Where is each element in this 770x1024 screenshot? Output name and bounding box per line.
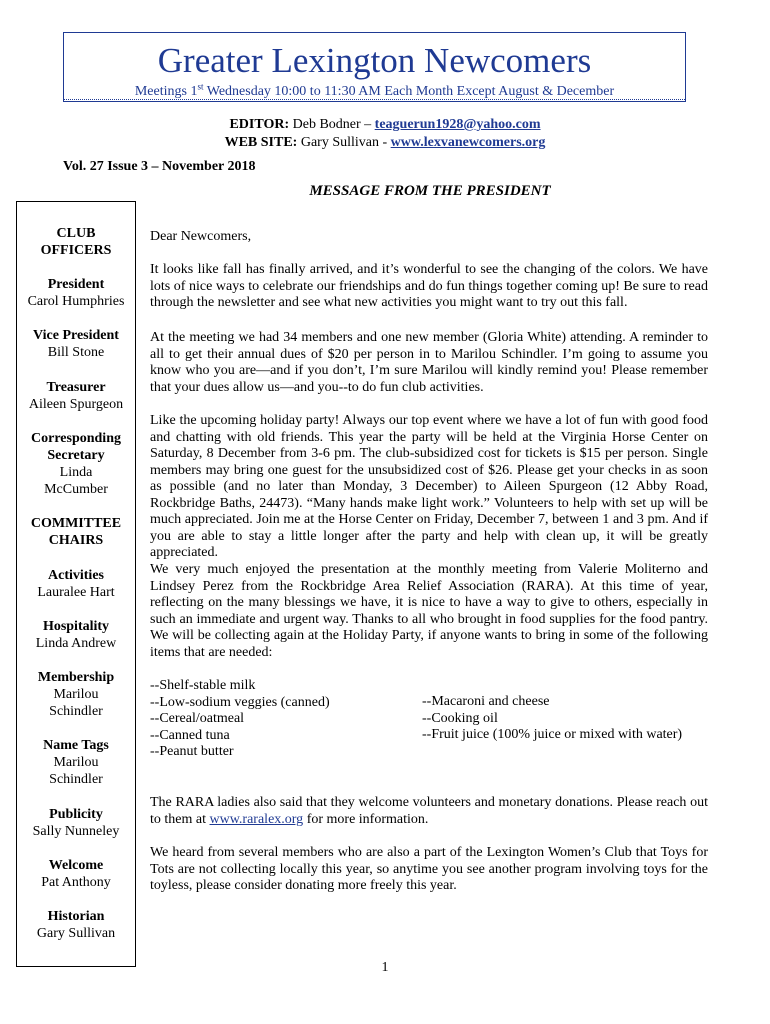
- chair-name: Marilou: [53, 755, 99, 770]
- officer-title: Corresponding: [31, 431, 121, 446]
- chair-title: Welcome: [48, 858, 104, 873]
- website-link[interactable]: www.lexvanewcomers.org: [390, 135, 546, 150]
- donation-list-left: [150, 678, 330, 761]
- officer-name-line2: McCumber: [44, 482, 108, 497]
- letter-paragraph-2: At the meeting we had 34 members and one new member (Gloria White) attending. A reminder to all to get their annual dues of $20 per person in to Marilou Schindler. I’m going to assume you know who you are—and if you don’t, I’m sure Marilou will kindly remind you! Please remember that your dues allow us—and you--to do fun club activities.: [150, 330, 708, 395]
- officers-heading-line1: CLUB: [56, 226, 96, 241]
- committee-heading-line1: COMMITTEE: [30, 516, 122, 531]
- chair-name: Pat Anthony: [41, 875, 111, 890]
- editor-line: [0, 116, 770, 133]
- paragraph-text-rest: for more information.: [303, 811, 429, 827]
- list-item: --Peanut butter: [150, 744, 234, 759]
- website-label: WEB SITE:: [224, 135, 298, 150]
- chair-name-line2: Schindler: [49, 704, 103, 719]
- chair-title: Publicity: [49, 807, 103, 822]
- officer-name: Bill Stone: [47, 345, 105, 360]
- editor-name: Deb Bodner –: [289, 117, 375, 132]
- chair-title: Activities: [48, 568, 104, 583]
- letter-paragraph-4: We very much enjoyed the presentation at the monthly meeting from Valerie Moliterno and Lindsey Perez from the Rockbridge Area Relief Association (RARA). At this time of year, reflecting on the many blessings we have, it is nice to have a way to give to others, especially in such an immediate and urgent way. Thanks to all who brought in food supplies for the food pantry. We will be collecting again at the Holiday Party, if anyone wants to bring in some of the following items that are needed:: [150, 562, 708, 660]
- list-item: --Canned tuna: [150, 727, 230, 743]
- officer-vice-president: [17, 327, 135, 361]
- club-officers-heading: [17, 225, 135, 259]
- chair-title: Historian: [47, 909, 105, 924]
- officers-heading-line2: OFFICERS: [40, 243, 112, 258]
- chair-name: Linda Andrew: [35, 636, 117, 651]
- schedule-text: Meetings 1: [134, 84, 198, 99]
- list-item: --Low-sodium veggies (canned): [150, 694, 330, 710]
- schedule-ordinal: st: [197, 81, 204, 92]
- chair-title: Name Tags: [43, 738, 109, 753]
- chair-publicity: [17, 806, 135, 840]
- officer-corresponding-secretary: [17, 430, 135, 498]
- chair-activities: [17, 567, 135, 601]
- officer-name: Carol Humphries: [27, 294, 125, 309]
- meeting-schedule: [64, 81, 685, 100]
- chair-title: Membership: [37, 670, 115, 685]
- officer-title-line2: Secretary: [47, 448, 105, 463]
- message-heading: MESSAGE FROM THE PRESIDENT: [309, 183, 551, 199]
- list-item: --Fruit juice (100% juice or mixed with water): [422, 727, 683, 742]
- chair-title: Hospitality: [42, 619, 110, 634]
- letter-paragraph-5: [150, 795, 708, 828]
- masthead: [63, 32, 686, 102]
- chair-name: Sally Nunneley: [32, 824, 120, 839]
- masthead-divider: [64, 99, 685, 100]
- officer-title: Vice President: [33, 328, 119, 343]
- raralex-link[interactable]: www.raralex.org: [209, 811, 304, 827]
- officer-name: Linda: [59, 465, 93, 480]
- officer-treasurer: [17, 379, 135, 413]
- donation-list-right: [422, 694, 682, 744]
- officer-president: [17, 276, 135, 310]
- website-owner: Gary Sullivan -: [297, 135, 391, 150]
- editor-label: EDITOR:: [229, 117, 290, 132]
- chair-hospitality: [17, 618, 135, 652]
- schedule-text-rest: Wednesday 10:00 to 11:30 AM Each Month Except August & December: [203, 84, 615, 99]
- officer-title: President: [47, 277, 105, 292]
- list-item: --Cooking oil: [422, 710, 498, 726]
- page-number: 1: [381, 960, 389, 975]
- chair-historian: [17, 908, 135, 942]
- list-item: --Cereal/oatmeal: [150, 711, 245, 726]
- committee-chairs-heading: [17, 515, 135, 549]
- officer-title: Treasurer: [46, 380, 106, 395]
- chair-name-line2: Schindler: [49, 772, 103, 787]
- editor-email-link[interactable]: teaguerun1928@yahoo.com: [374, 117, 541, 132]
- chair-membership: [17, 669, 135, 720]
- letter-greeting: Dear Newcomers,: [150, 229, 252, 244]
- letter-paragraph-3: Like the upcoming holiday party! Always our top event where we have a lot of fun with good food and chatting with old friends. This year the party will be held at the Virginia Horse Center on Saturday, 8 December from 3-6 pm. The club-subsidized cost for tickets is $15 per person. Single members may bring one guest for the unsubsidized cost of $26. Please get your checks in as soon as possible (and no later than Monday, 3 December) to Aileen Spurgeon (12 Abby Road, Rockbridge Baths, 24473). “Many hands make light work.” Volunteers to help with set up will be much appreciated. Join me at the Horse Center on Friday, December 7, between 1 and 3 pm. And if you are able to stay a little longer after the party and help with clean up, it will be greatly appreciated.: [150, 413, 708, 560]
- chair-name-tags: [17, 737, 135, 788]
- list-item: --Shelf-stable milk: [150, 678, 256, 693]
- chair-name: Gary Sullivan: [36, 926, 116, 941]
- newsletter-title: Greater Lexington Newcomers: [157, 41, 592, 80]
- committee-heading-line2: CHAIRS: [48, 533, 104, 548]
- chair-name: Lauralee Hart: [37, 585, 115, 600]
- officer-name: Aileen Spurgeon: [28, 397, 124, 412]
- chair-name: Marilou: [53, 687, 99, 702]
- issue-info: Vol. 27 Issue 3 – November 2018: [63, 159, 256, 174]
- chair-welcome: [17, 857, 135, 891]
- officers-sidebar: [16, 201, 136, 967]
- list-item: --Macaroni and cheese: [422, 694, 550, 709]
- paragraph-text: The RARA ladies also said that they welcome volunteers and monetary donations. Please reach out to them at: [150, 795, 708, 827]
- letter-paragraph-1: It looks like fall has finally arrived, and it’s wonderful to see the changing of the colors. We have lots of nice ways to celebrate our friendships and do fun things together coming up! Be sure to read through the newsletter and see what new activities you might want to try out this fall.: [150, 262, 708, 310]
- letter-paragraph-6: We heard from several members who are also a part of the Lexington Women’s Club that Toys for Tots are not collecting locally this year, so anytime you see another program involving toys for the toyless, please consider donating more freely this year.: [150, 845, 708, 893]
- website-line: [0, 134, 770, 151]
